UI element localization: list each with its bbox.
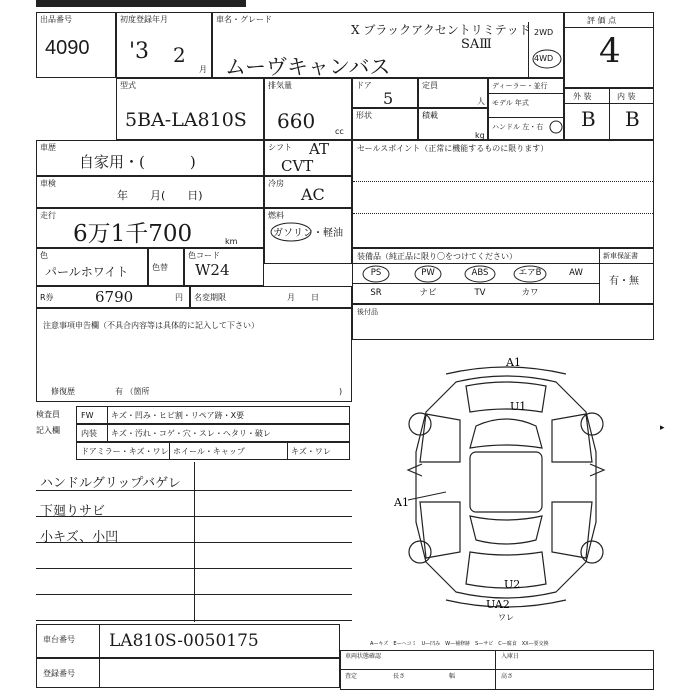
load-label: 積載 bbox=[422, 111, 438, 120]
lot-number: 4090 bbox=[45, 37, 90, 59]
mileage-label: 走行 bbox=[40, 211, 56, 220]
shift-label: シフト bbox=[268, 143, 292, 152]
mileage-unit: km bbox=[225, 237, 238, 246]
footer-c4: 長さ bbox=[393, 673, 406, 680]
legend-row3-a: ドアミラー・キズ・ワレ bbox=[81, 447, 169, 456]
legend-row2-split bbox=[107, 425, 108, 441]
inspection-label: 車検 bbox=[40, 179, 56, 188]
score-box bbox=[564, 12, 654, 88]
wheel-fl bbox=[409, 413, 431, 435]
equipment-box bbox=[352, 248, 654, 304]
interior-grade: B bbox=[625, 107, 640, 131]
load-box bbox=[418, 108, 488, 140]
score-divider bbox=[565, 27, 653, 28]
notes-line-4 bbox=[36, 568, 352, 569]
legend-row1-split bbox=[107, 407, 108, 423]
map-mark-a1-top: A1 bbox=[506, 356, 521, 369]
month-unit: 月 bbox=[199, 65, 207, 74]
car-diagram bbox=[386, 352, 686, 622]
equip-aw: AW bbox=[569, 268, 583, 278]
score-value: 4 bbox=[599, 31, 621, 71]
color-change-box bbox=[148, 248, 184, 286]
first-reg-box bbox=[116, 12, 212, 78]
type-label: 型式 bbox=[120, 81, 136, 90]
model-name: ムーヴキャンバス bbox=[225, 55, 391, 79]
handle-circle-icon bbox=[549, 119, 563, 135]
legend-row3-split-1 bbox=[169, 443, 170, 459]
registration-label: 登録番号 bbox=[43, 669, 75, 678]
shift-box bbox=[264, 140, 352, 176]
chassis-split bbox=[99, 625, 100, 657]
note-line-3: 小キズ、小凹 bbox=[40, 530, 119, 545]
map-leader-left bbox=[408, 492, 446, 500]
equip-ps: PS bbox=[370, 268, 382, 278]
remarks-box bbox=[36, 308, 352, 402]
type-value: 5BA-LA810S bbox=[125, 109, 247, 131]
model-label: 車名・グレード bbox=[216, 15, 272, 24]
color-change-label: 色替 bbox=[152, 263, 168, 272]
car-windshield-front bbox=[470, 419, 542, 448]
color-code-value: W24 bbox=[195, 261, 230, 279]
usage-box bbox=[36, 140, 264, 176]
mileage-value: 6万1千700 bbox=[73, 221, 193, 247]
sales-box bbox=[352, 140, 654, 248]
chassis-label: 車台番号 bbox=[43, 635, 75, 644]
footer-c6: 高さ bbox=[501, 673, 514, 680]
repair-close: ) bbox=[339, 387, 343, 396]
chassis-box bbox=[36, 624, 340, 658]
seats-unit: 人 bbox=[477, 97, 485, 106]
exterior-grade: B bbox=[581, 107, 596, 131]
dealer-divider bbox=[489, 93, 563, 94]
usage-label: 車歴 bbox=[40, 143, 56, 152]
legend-row2-text: キズ・汚れ・コゲ・穴・スレ・ヘタリ・破レ bbox=[111, 429, 271, 438]
shift-value: AT bbox=[309, 140, 330, 158]
sales-line-1 bbox=[353, 181, 653, 182]
drive-4wd: 4WD bbox=[534, 54, 554, 63]
footer-c3: 入庫日 bbox=[501, 653, 520, 660]
mirror-left bbox=[408, 464, 422, 476]
side-arrow-icon: ▸ bbox=[660, 423, 665, 433]
registration-box bbox=[36, 658, 340, 688]
wheel-rr bbox=[581, 541, 603, 563]
color-code-label: 色コード bbox=[188, 251, 220, 260]
equip-tv: TV bbox=[474, 288, 486, 298]
footer-c1: 車両状態確認 bbox=[345, 653, 382, 660]
first-reg-year: '3 bbox=[129, 39, 150, 64]
sales-title: セールスポイント（正常に機能するものに限ります） bbox=[357, 144, 549, 153]
sales-line-2 bbox=[353, 213, 653, 214]
note-line-2: 下廻りサビ bbox=[40, 504, 106, 519]
drive-box bbox=[528, 22, 564, 78]
grade-text: X ブラックアクセントリミテッド bbox=[351, 23, 531, 37]
map-mark-a1-left: A1 bbox=[394, 496, 409, 509]
seats-label: 定員 bbox=[422, 81, 438, 90]
drive-2wd: 2WD bbox=[534, 28, 554, 37]
legend-row3-c: キズ・ワレ bbox=[291, 447, 331, 456]
fuel-value: ガソリン・軽油 bbox=[273, 228, 343, 239]
legend-row2-key: 内装 bbox=[81, 429, 97, 438]
inspection-box bbox=[36, 176, 264, 208]
footer-split bbox=[495, 651, 496, 689]
ac-value: AC bbox=[301, 185, 325, 204]
exterior-label: 外 装 bbox=[573, 92, 592, 101]
legend-row3-split-2 bbox=[287, 443, 288, 459]
footer-c2: 査定 bbox=[345, 673, 358, 680]
equipment-circle-icons bbox=[353, 263, 599, 285]
shape-label: 形状 bbox=[356, 111, 372, 120]
lot-box bbox=[36, 12, 116, 78]
first-reg-month: 2 bbox=[173, 43, 186, 67]
registration-split bbox=[99, 659, 100, 687]
shape-box bbox=[352, 108, 418, 140]
car-hood bbox=[466, 382, 546, 412]
model-year-label: モデル 年式 bbox=[492, 99, 529, 107]
fuel-label: 燃料 bbox=[268, 211, 284, 220]
map-mark-u2: U2 bbox=[504, 578, 521, 591]
equipment-split bbox=[599, 249, 600, 303]
grade-code: SAⅢ bbox=[461, 37, 492, 52]
car-roof bbox=[470, 452, 542, 512]
type-box bbox=[116, 78, 264, 140]
mileage-box bbox=[36, 208, 264, 248]
equip-pw: PW bbox=[421, 268, 435, 278]
footer-c5: 幅 bbox=[449, 673, 456, 680]
color-code-box bbox=[184, 248, 264, 286]
header-band bbox=[36, 0, 246, 7]
displacement-value: 660 bbox=[277, 109, 316, 133]
tax-label: 名変期限 bbox=[194, 293, 226, 302]
map-mark-ua2: UA2 bbox=[486, 598, 510, 611]
year-divider bbox=[489, 117, 563, 118]
spare-label: 新車保証書 bbox=[603, 252, 638, 260]
tax-value: 月 日 bbox=[287, 293, 319, 302]
remarks-title: 注意事項申告欄（不具合内容等は具体的に記入して下さい） bbox=[43, 321, 259, 330]
first-reg-label: 初度登録年月 bbox=[120, 15, 168, 24]
score-label: 評 価 点 bbox=[587, 16, 617, 25]
color-value: パールホワイト bbox=[45, 265, 129, 279]
chassis-value: LA810S-0050175 bbox=[109, 631, 259, 651]
usage-value: 自家用・( ) bbox=[79, 153, 196, 171]
door-value: 5 bbox=[383, 89, 394, 108]
equip-navi: ナビ bbox=[419, 288, 437, 298]
repair-label: 修復歴 bbox=[51, 387, 75, 396]
recycle-unit: 円 bbox=[175, 293, 183, 302]
map-legend: A—キズ E—ヘコミ U—凹み W—補修跡 S—サビ C—腐食 XX—要交換 bbox=[370, 641, 549, 647]
equipment-title: 装備品（純正品に限り〇をつけてください） bbox=[357, 252, 517, 261]
dealer-label: ディーラー・並行 bbox=[492, 82, 548, 90]
ac-label: 冷房 bbox=[268, 179, 284, 188]
fuel-circle-icon bbox=[269, 221, 313, 243]
dealer-box bbox=[488, 78, 564, 140]
grade-sub-divider bbox=[565, 103, 653, 104]
recycle-label: R券 bbox=[40, 293, 54, 302]
seats-box bbox=[418, 78, 488, 108]
car-windshield-rear bbox=[470, 516, 542, 544]
fuel-box bbox=[264, 208, 352, 264]
color-box bbox=[36, 248, 148, 286]
interior-label: 内 装 bbox=[617, 92, 636, 101]
note-line-1: ハンドルグリップバゲレ bbox=[40, 476, 181, 491]
car-left-front bbox=[420, 414, 460, 462]
equip-airbag: エアB bbox=[518, 268, 542, 278]
map-mark-u1: U1 bbox=[510, 400, 527, 413]
notes-line-5 bbox=[36, 594, 352, 595]
repair-value: 有 （箇所 bbox=[115, 387, 150, 396]
mirror-right bbox=[590, 464, 604, 476]
car-right-rear bbox=[552, 502, 592, 558]
legend-row1-text: キズ・凹み・ヒビ割・リペア跡・X要 bbox=[111, 411, 245, 420]
shift-sub: CVT bbox=[281, 157, 314, 175]
grade-split bbox=[609, 89, 610, 139]
recycle-box bbox=[36, 286, 190, 308]
door-box bbox=[352, 78, 418, 108]
footer-box bbox=[340, 650, 654, 690]
legend-block bbox=[36, 406, 352, 460]
car-right-front bbox=[552, 414, 592, 462]
footer-divider bbox=[341, 669, 653, 670]
color-label: 色 bbox=[40, 251, 48, 260]
model-box bbox=[212, 12, 564, 78]
drive-circle-icon bbox=[531, 48, 563, 70]
notes-area bbox=[36, 462, 352, 622]
handle-label: ハンドル 左・右 bbox=[492, 123, 544, 131]
legend-label-b: 記入欄 bbox=[36, 426, 60, 435]
car-left-rear bbox=[420, 502, 460, 558]
equip-abs: ABS bbox=[471, 268, 489, 278]
grade-subbox bbox=[564, 88, 654, 140]
notes-line-6 bbox=[36, 620, 352, 621]
map-mark-crack: ワレ bbox=[498, 613, 514, 622]
legend-row-3 bbox=[76, 442, 350, 460]
displacement-label: 排気量 bbox=[268, 81, 292, 90]
equip-leather: カワ bbox=[521, 288, 539, 298]
legend-row-1 bbox=[76, 406, 350, 424]
legend-label-a: 検査員 bbox=[36, 410, 60, 419]
spare-value: 有・無 bbox=[609, 276, 639, 287]
lot-label: 出品番号 bbox=[40, 15, 72, 24]
displacement-unit: cc bbox=[335, 127, 344, 136]
aftermarket-label: 後付品 bbox=[357, 308, 378, 316]
legend-row3-b: ホイール・キャップ bbox=[173, 447, 245, 456]
wheel-fr bbox=[581, 413, 603, 435]
wheel-rl bbox=[409, 541, 431, 563]
legend-row-2 bbox=[76, 424, 350, 442]
load-unit: kg bbox=[475, 131, 485, 140]
door-label: ドア bbox=[356, 81, 372, 90]
displacement-box bbox=[264, 78, 352, 140]
recycle-value: 6790 bbox=[95, 288, 134, 306]
equip-sr: SR bbox=[370, 288, 382, 298]
ac-box bbox=[264, 176, 352, 208]
tax-box bbox=[190, 286, 352, 308]
inspection-value: 年 月( 日) bbox=[117, 189, 203, 202]
aftermarket-box bbox=[352, 304, 654, 340]
legend-row1-key: FW bbox=[81, 411, 94, 420]
